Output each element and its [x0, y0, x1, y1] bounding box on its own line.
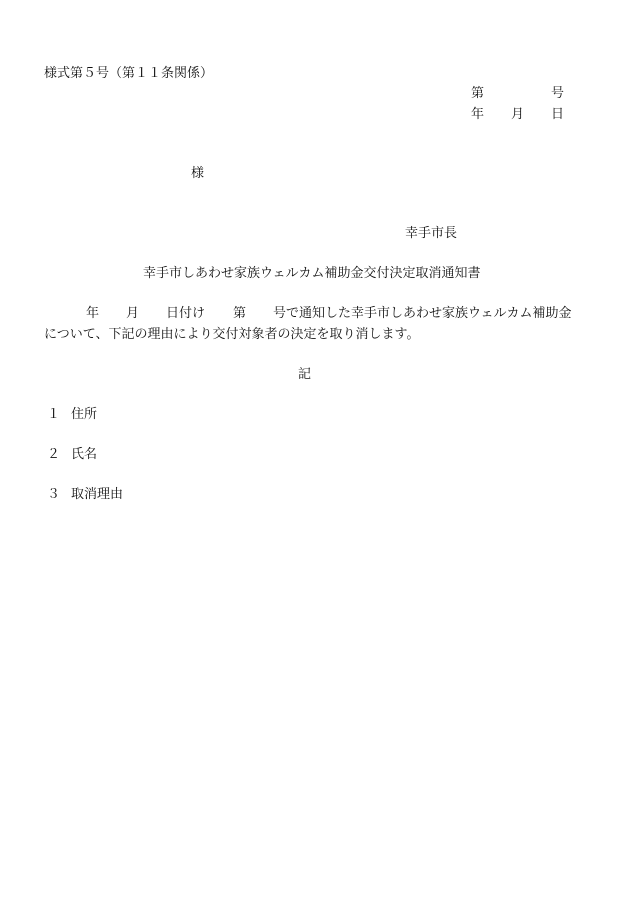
issue-date-year: 年 [471, 107, 485, 122]
item-label-name: 氏名 [71, 447, 98, 462]
recipient-honorific: 様 [191, 166, 205, 181]
issuer-name: 幸手市長 [405, 226, 458, 241]
body-dai: 第 [233, 306, 247, 321]
issue-number-go: 号 [551, 86, 565, 101]
body-year: 年 [86, 306, 100, 321]
issue-number-dai: 第 [471, 86, 485, 101]
issue-date-day: 日 [551, 107, 565, 122]
form-number: 様式第５号（第１１条関係） [44, 66, 214, 81]
body-day-dated: 日付け [166, 306, 206, 321]
body-text-line2: について、下記の理由により交付対象者の決定を取り消します。 [44, 327, 420, 342]
body-month: 月 [126, 306, 140, 321]
issue-date-month: 月 [511, 107, 525, 122]
item-label-address: 住所 [71, 407, 98, 422]
item-number: ３ [47, 487, 61, 502]
record-heading: 記 [298, 367, 312, 382]
item-label-reason: 取消理由 [71, 487, 124, 502]
document-title: 幸手市しあわせ家族ウェルカム補助金交付決定取消通知書 [143, 266, 481, 281]
item-number: １ [47, 407, 61, 422]
item-number: ２ [47, 447, 61, 462]
body-text-line1: 号で通知した幸手市しあわせ家族ウェルカム補助金 [273, 306, 572, 321]
